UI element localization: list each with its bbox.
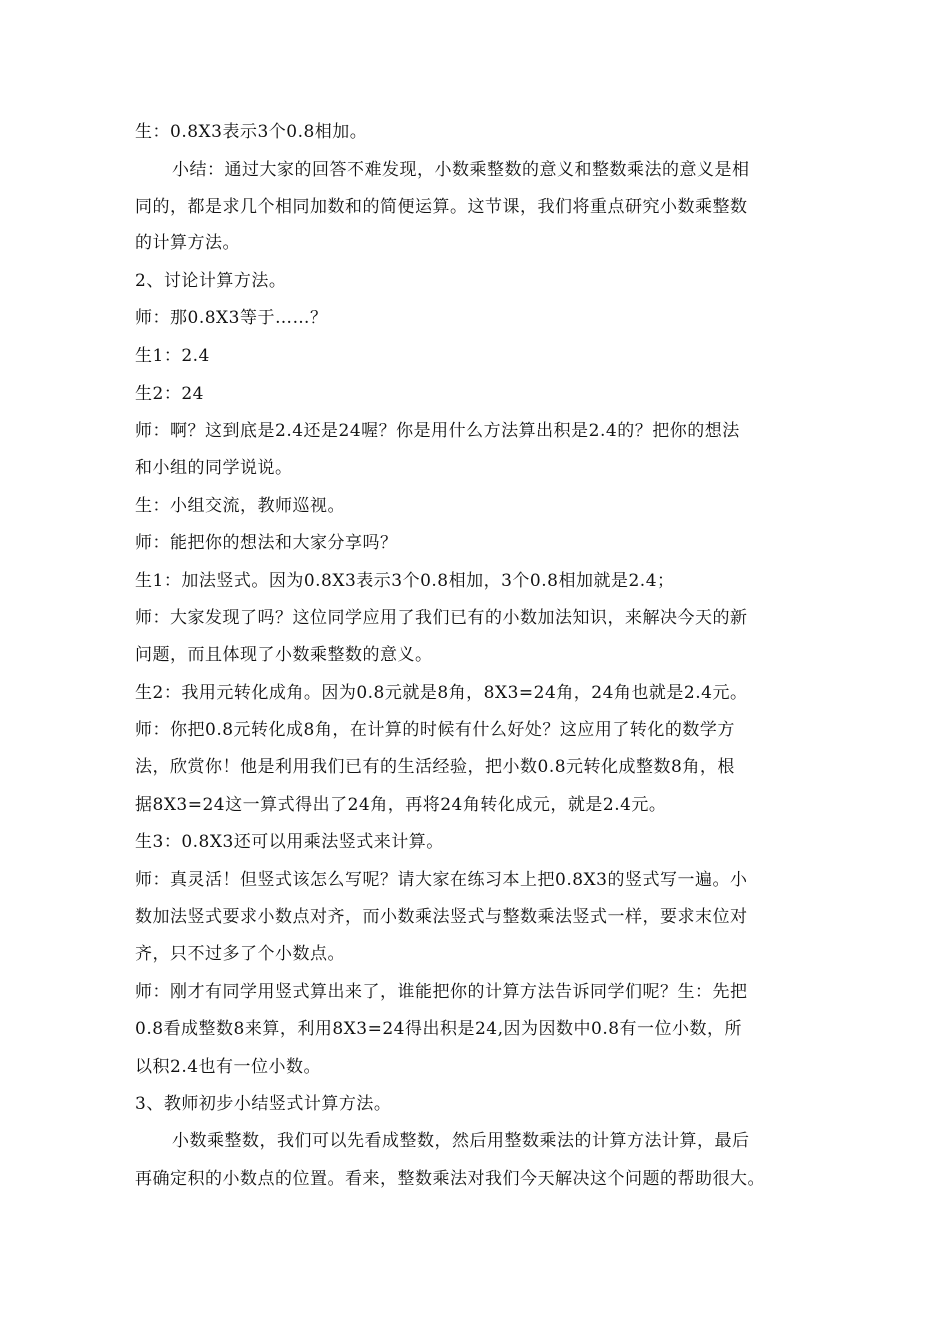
text-line: 齐，只不过多了个小数点。 <box>135 944 345 964</box>
text-line: 和小组的同学说说。 <box>135 458 293 478</box>
text-line: 生1：2.4 <box>135 346 210 366</box>
text-line: 据8X3=24这一算式得出了24角，再将24角转化成元，就是2.4元。 <box>135 795 667 815</box>
text-line: 师：能把你的想法和大家分享吗？ <box>135 533 398 553</box>
text-line: 的计算方法。 <box>135 233 240 253</box>
text-line: 以积2.4也有一位小数。 <box>135 1057 322 1077</box>
text-line: 师：刚才有同学用竖式算出来了，谁能把你的计算方法告诉同学们呢？生：先把 <box>135 982 748 1002</box>
text-line: 师：啊？这到底是2.4还是24喔？你是用什么方法算出积是2.4的？把你的想法 <box>135 421 740 441</box>
text-line: 同的，都是求几个相同加数和的简便运算。这节课，我们将重点研究小数乘整数 <box>135 197 748 217</box>
summary-paragraph-line: 小结：通过大家的回答不难发现，小数乘整数的意义和整数乘法的意义是相 <box>172 160 750 180</box>
text-line: 再确定积的小数点的位置。看来，整数乘法对我们今天解决这个问题的帮助很大。 <box>135 1169 765 1189</box>
text-line: 生3：0.8X3还可以用乘法竖式来计算。 <box>135 832 444 852</box>
section-heading: 2、讨论计算方法。 <box>135 271 287 291</box>
section-heading: 3、教师初步小结竖式计算方法。 <box>135 1094 392 1114</box>
text-line: 问题，而且体现了小数乘整数的意义。 <box>135 645 433 665</box>
text-line: 生：0.8X3表示3个0.8相加。 <box>135 122 368 142</box>
text-line: 师：那0.8X3等于……？ <box>135 308 328 328</box>
text-line: 数加法竖式要求小数点对齐，而小数乘法竖式与整数乘法竖式一样，要求末位对 <box>135 907 748 927</box>
text-line: 生1：加法竖式。因为0.8X3表示3个0.8相加，3个0.8相加就是2.4； <box>135 571 675 591</box>
text-line: 生：小组交流，教师巡视。 <box>135 496 345 516</box>
text-line: 师：你把0.8元转化成8角，在计算的时候有什么好处？这应用了转化的数学方 <box>135 720 735 740</box>
text-line: 0.8看成整数8来算，利用8X3=24得出积是24,因为因数中0.8有一位小数，所 <box>135 1019 743 1039</box>
conclusion-paragraph-line: 小数乘整数，我们可以先看成整数，然后用整数乘法的计算方法计算，最后 <box>172 1131 750 1151</box>
text-line: 生2：24 <box>135 384 204 404</box>
text-line: 法，欣赏你！他是利用我们已有的生活经验，把小数0.8元转化成整数8角，根 <box>135 757 735 777</box>
text-line: 师：大家发现了吗？这位同学应用了我们已有的小数加法知识，来解决今天的新 <box>135 608 748 628</box>
text-line: 生2：我用元转化成角。因为0.8元就是8角，8X3=24角，24角也就是2.4元。 <box>135 683 748 703</box>
text-line: 师：真灵活！但竖式该怎么写呢？请大家在练习本上把0.8X3的竖式写一遍。小 <box>135 870 748 890</box>
